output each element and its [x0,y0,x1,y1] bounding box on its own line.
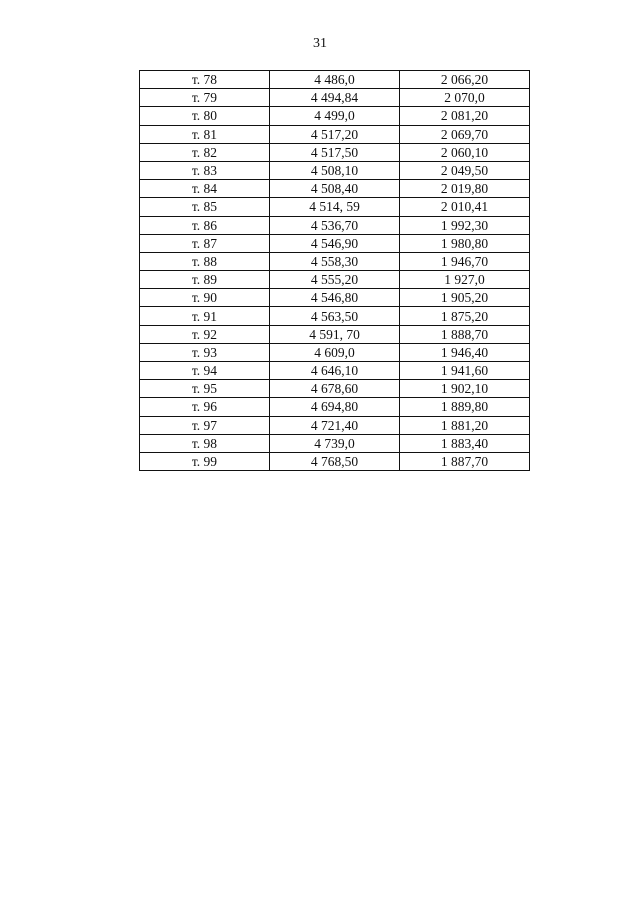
y-coordinate-cell: 1 889,80 [400,398,530,416]
y-coordinate-cell: 2 070,0 [400,89,530,107]
y-coordinate-cell: 1 883,40 [400,434,530,452]
point-label-cell: т. 90 [140,289,270,307]
point-label-cell: т. 89 [140,271,270,289]
y-coordinate-cell: 1 902,10 [400,380,530,398]
y-coordinate-cell: 2 081,20 [400,107,530,125]
y-coordinate-cell: 1 941,60 [400,362,530,380]
x-coordinate-cell: 4 508,40 [270,180,400,198]
y-coordinate-cell: 2 066,20 [400,71,530,89]
point-label-cell: т. 87 [140,234,270,252]
x-coordinate-cell: 4 514, 59 [270,198,400,216]
x-coordinate-cell: 4 546,80 [270,289,400,307]
y-coordinate-cell: 1 927,0 [400,271,530,289]
y-coordinate-cell: 2 069,70 [400,125,530,143]
x-coordinate-cell: 4 536,70 [270,216,400,234]
point-label-cell: т. 91 [140,307,270,325]
x-coordinate-cell: 4 739,0 [270,434,400,452]
x-coordinate-cell: 4 609,0 [270,343,400,361]
table-row [140,198,530,216]
x-coordinate-cell: 4 721,40 [270,416,400,434]
y-coordinate-cell: 2 010,41 [400,198,530,216]
coordinates-table-body [140,71,530,471]
x-coordinate-cell: 4 768,50 [270,452,400,470]
table-row [140,234,530,252]
x-coordinate-cell: 4 646,10 [270,362,400,380]
x-coordinate-cell: 4 508,10 [270,161,400,179]
point-label-cell: т. 82 [140,143,270,161]
x-coordinate-cell: 4 546,90 [270,234,400,252]
point-label-cell: т. 97 [140,416,270,434]
y-coordinate-cell: 1 946,40 [400,343,530,361]
table-row [140,307,530,325]
table-row [140,380,530,398]
table-row [140,452,530,470]
y-coordinate-cell: 2 049,50 [400,161,530,179]
y-coordinate-cell: 1 980,80 [400,234,530,252]
table-row [140,362,530,380]
y-coordinate-cell: 1 905,20 [400,289,530,307]
point-label-cell: т. 93 [140,343,270,361]
x-coordinate-cell: 4 563,50 [270,307,400,325]
point-label-cell: т. 92 [140,325,270,343]
y-coordinate-cell: 1 875,20 [400,307,530,325]
point-label-cell: т. 98 [140,434,270,452]
table-row [140,71,530,89]
x-coordinate-cell: 4 494,84 [270,89,400,107]
y-coordinate-cell: 1 946,70 [400,252,530,270]
table-row [140,434,530,452]
point-label-cell: т. 99 [140,452,270,470]
table-row [140,325,530,343]
coordinates-table [139,70,530,471]
point-label-cell: т. 83 [140,161,270,179]
table-row [140,143,530,161]
y-coordinate-cell: 2 019,80 [400,180,530,198]
point-label-cell: т. 78 [140,71,270,89]
point-label-cell: т. 94 [140,362,270,380]
table-row [140,271,530,289]
x-coordinate-cell: 4 558,30 [270,252,400,270]
point-label-cell: т. 80 [140,107,270,125]
y-coordinate-cell: 1 887,70 [400,452,530,470]
table-row [140,216,530,234]
table-row [140,416,530,434]
y-coordinate-cell: 1 888,70 [400,325,530,343]
point-label-cell: т. 79 [140,89,270,107]
table-row [140,125,530,143]
y-coordinate-cell: 2 060,10 [400,143,530,161]
point-label-cell: т. 96 [140,398,270,416]
y-coordinate-cell: 1 992,30 [400,216,530,234]
point-label-cell: т. 88 [140,252,270,270]
x-coordinate-cell: 4 694,80 [270,398,400,416]
table-row [140,180,530,198]
point-label-cell: т. 95 [140,380,270,398]
table-row [140,343,530,361]
x-coordinate-cell: 4 678,60 [270,380,400,398]
x-coordinate-cell: 4 486,0 [270,71,400,89]
table-row [140,252,530,270]
point-label-cell: т. 81 [140,125,270,143]
table-row [140,107,530,125]
point-label-cell: т. 85 [140,198,270,216]
table-row [140,398,530,416]
x-coordinate-cell: 4 517,20 [270,125,400,143]
point-label-cell: т. 84 [140,180,270,198]
x-coordinate-cell: 4 517,50 [270,143,400,161]
page-number: 31 [313,36,327,51]
x-coordinate-cell: 4 555,20 [270,271,400,289]
point-label-cell: т. 86 [140,216,270,234]
y-coordinate-cell: 1 881,20 [400,416,530,434]
x-coordinate-cell: 4 591, 70 [270,325,400,343]
table-row [140,89,530,107]
x-coordinate-cell: 4 499,0 [270,107,400,125]
table-row [140,161,530,179]
table-row [140,289,530,307]
